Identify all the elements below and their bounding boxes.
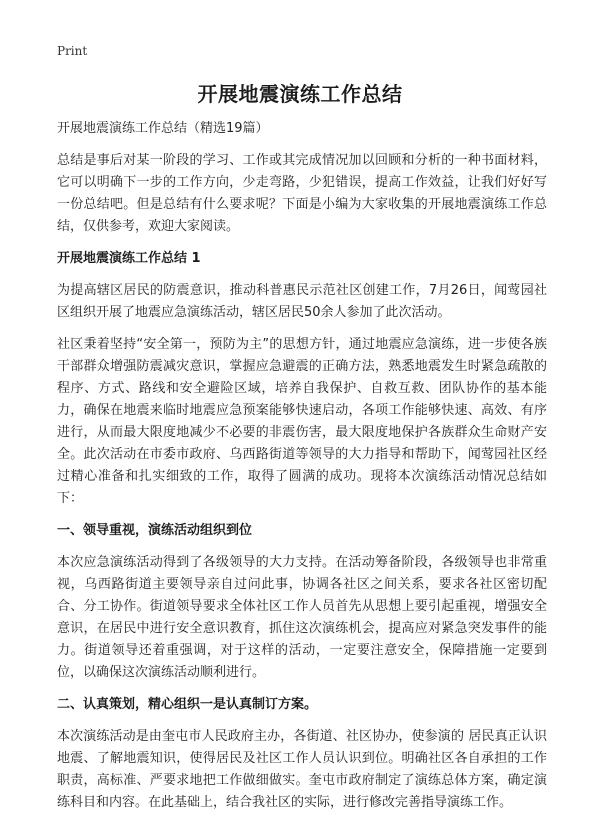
subsection-heading: 一、领导重视，演练活动组织到位 (57, 523, 253, 538)
article-subtitle: 开展地震演练工作总结（精选19篇） (57, 121, 269, 136)
article-body (57, 118, 547, 824)
body-paragraph: 本次应急演练活动得到了各级领导的大力支持。在活动筹备阶段，各级领导也非常重视，乌西路街道主要领导亲自过问此事，协调各社区之间关系，要求各社区密切配合、分工协作。街道领导要求全体社区工作人员首先从思想上要引起重视，增强安全意识，在居民中进行安全意识教育，抓住这次演练机会，提高应对紧急突发事件的能力。街道领导还着重强调，对于这样的活动，一定要注意安全，保障措施一定要到位，以确保这次演练活动顺利进行。 (57, 555, 547, 680)
page-title: 开展地震演练工作总结 (197, 82, 403, 106)
section-heading: 开展地震演练工作总结 1 (57, 251, 201, 266)
subsection-heading: 二、认真策划，精心组织一是认真制订方案。 (57, 697, 318, 712)
body-paragraph: 本次演练活动是由奎屯市人民政府主办，各街道、社区协办，使参演的 居民真正认识地震、了解地震知识，使得居民及社区工作人员认识到位。明确社区各自承担的工作职责，高标准、严要求地把工作做细做实。奎屯市政府制定了演练总体方案，确定演练科目和内容。在此基础上，结合我社区的实际，进行修改完善指导演练工作。 (57, 729, 547, 810)
intro-paragraph: 总结是事后对某一阶段的学习、工作或其完成情况加以回顾和分析的一种书面材料，它可以明确下一步的工作方向，少走弯路，少犯错误，提高工作效益，让我们好好写一份总结吧。但是总结有什么要求呢？下面是小编为大家收集的开展地震演练工作总结，仅供参考，欢迎大家阅读。 (57, 153, 547, 234)
print-link[interactable]: Print (57, 44, 88, 58)
body-paragraph: 为提高辖区居民的防震意识，推动科普惠民示范社区创建工作，7月26日，闻莺园社区组织开展了地震应急演练活动，辖区居民50余人参加了此次活动。 (57, 283, 547, 320)
body-paragraph: 社区秉着坚持“安全第一，预防为主”的思想方针，通过地震应急演练，进一步使各族干部群众增强防震减灾意识，掌握应急避震的正确方法，熟悉地震发生时紧急疏散的程序、方式、路线和安全避险区域，培养自我保护、自救互救、团队协作的基本能力，确保在地震来临时地震应急预案能够快速启动，各项工作能够快速、高效、有序进行，从而最大限度地减少不必要的非震伤害，最大限度地保护各族群众生命财产安全。此次活动在市委市政府、乌西路街道等领导的大力指导和帮助下，闻莺园社区经过精心准备和扎实细致的工作，取得了圆满的成功。现将本次演练活动情况总结如下： (57, 337, 547, 506)
